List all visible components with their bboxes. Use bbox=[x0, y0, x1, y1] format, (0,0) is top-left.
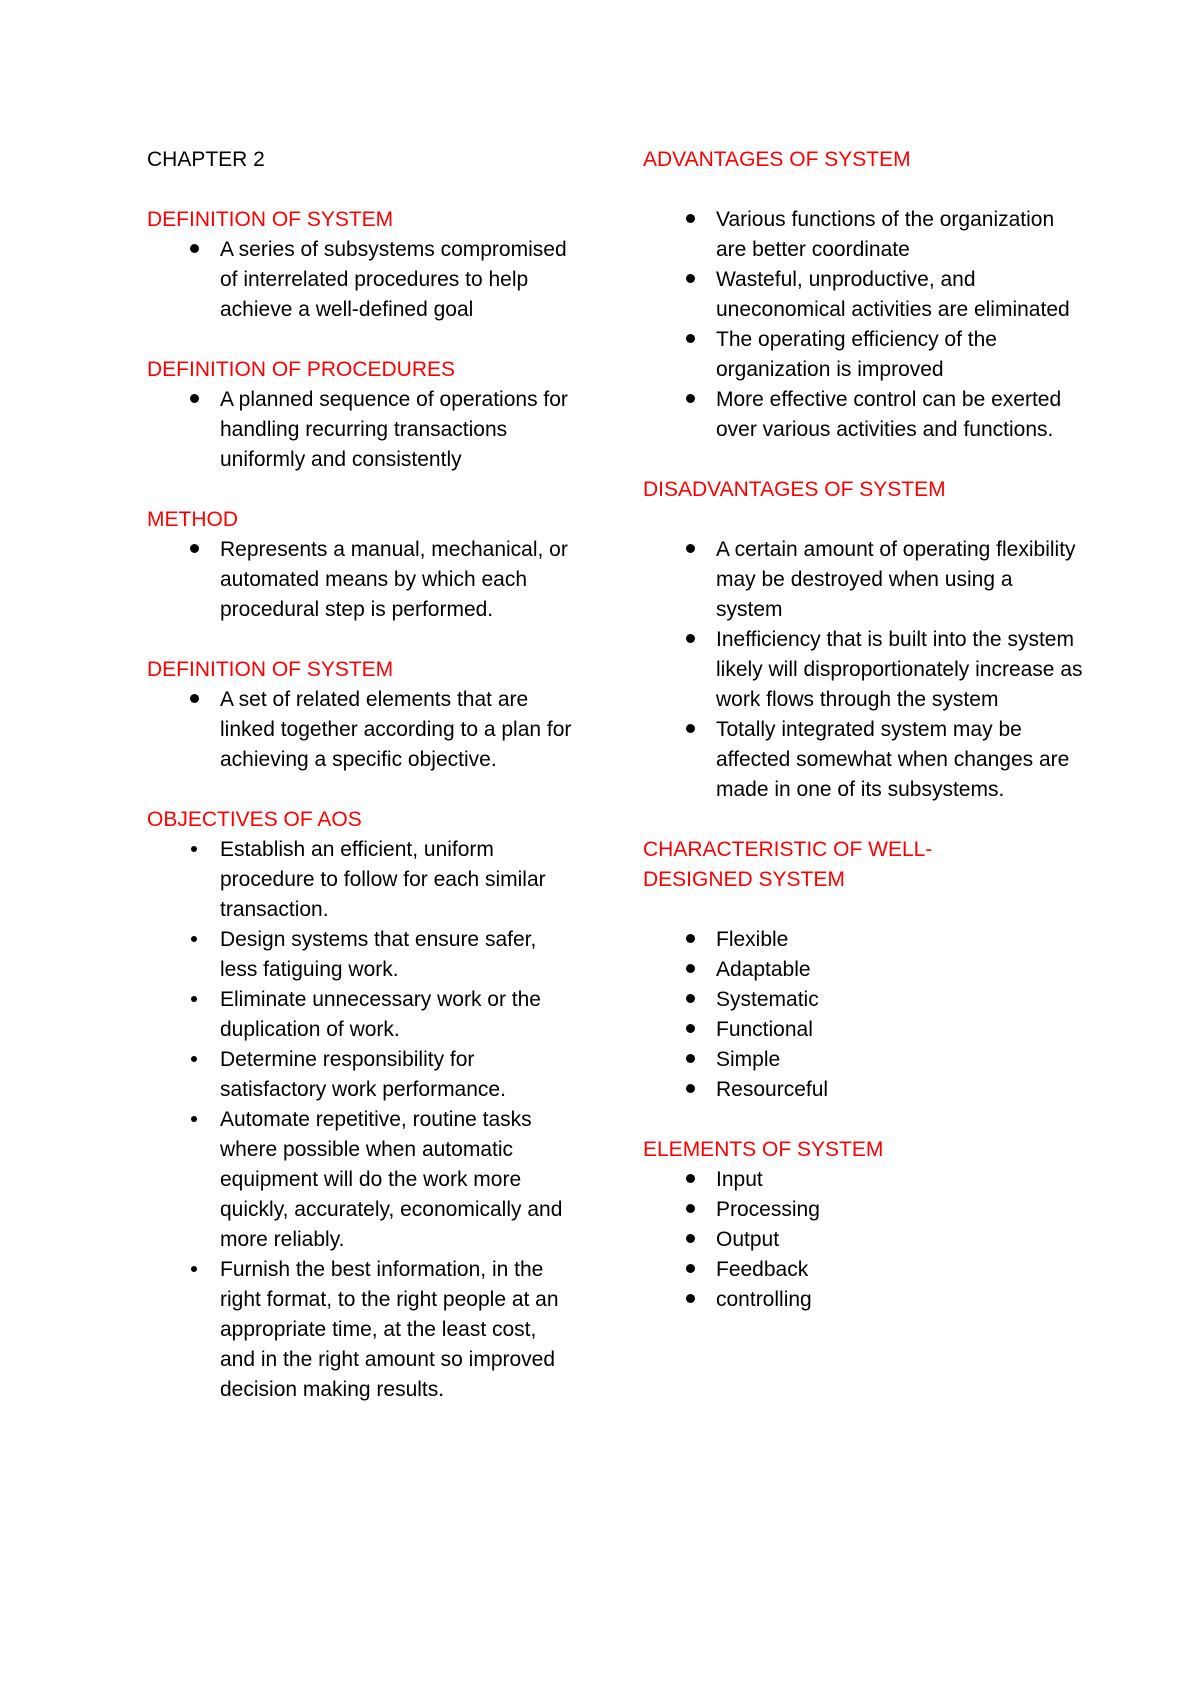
list-item-text: Totally integrated system may be affected somewhat when changes are made in one of its subsystems. bbox=[716, 718, 1070, 801]
bullet-icon bbox=[184, 685, 204, 715]
bullet-icon bbox=[680, 1075, 700, 1105]
section-heading: CHARACTERISTIC OF WELL-DESIGNED SYSTEM bbox=[643, 838, 933, 891]
list-item bbox=[147, 685, 577, 775]
bullet-icon bbox=[680, 1255, 700, 1285]
list-item-text: Inefficiency that is built into the system likely will disproportionately increase as work flows through the system bbox=[716, 628, 1083, 711]
bullet-icon bbox=[680, 985, 700, 1015]
list-item bbox=[643, 205, 1083, 265]
list-item-text: More effective control can be exerted over various activities and functions. bbox=[716, 388, 1062, 441]
list-item bbox=[643, 625, 1083, 715]
list-item bbox=[643, 955, 1083, 985]
list-item-text: Input bbox=[716, 1168, 763, 1191]
bullet-icon bbox=[680, 955, 700, 985]
bullet-icon bbox=[680, 205, 700, 235]
list-item-text: Output bbox=[716, 1228, 780, 1251]
section-heading: METHOD bbox=[147, 508, 238, 531]
list-item bbox=[643, 1165, 1083, 1195]
list-item-text: Processing bbox=[716, 1198, 820, 1221]
bullet-list bbox=[147, 385, 577, 475]
list-item bbox=[147, 985, 577, 1045]
list-item bbox=[643, 1015, 1083, 1045]
list-item-text: A series of subsystems compromised of interrelated procedures to help achieve a well-defined goal bbox=[220, 238, 567, 321]
bullet-icon bbox=[680, 1285, 700, 1315]
bullet-icon bbox=[680, 1165, 700, 1195]
list-item bbox=[147, 235, 577, 325]
list-item-text: Feedback bbox=[716, 1258, 809, 1281]
list-item-text: A set of related elements that are linked together according to a plan for achieving a specific objective. bbox=[220, 688, 572, 771]
bullet-list bbox=[643, 205, 1083, 445]
list-item-text: Furnish the best information, in the right format, to the right people at an appropriate time, at the least cost, and in the right amount so improved decision making results. bbox=[220, 1258, 559, 1401]
list-item-text: Flexible bbox=[716, 928, 789, 951]
left-column bbox=[147, 145, 577, 1435]
bullet-icon bbox=[184, 835, 204, 865]
bullet-icon bbox=[184, 1255, 204, 1285]
section-heading: OBJECTIVES OF AOS bbox=[147, 808, 362, 831]
section-heading: ELEMENTS OF SYSTEM bbox=[643, 1138, 884, 1161]
list-item bbox=[147, 925, 577, 985]
list-item bbox=[643, 325, 1083, 385]
bullet-list bbox=[147, 685, 577, 775]
list-item-text: controlling bbox=[716, 1288, 812, 1311]
list-item bbox=[147, 1105, 577, 1255]
bullet-icon bbox=[680, 1045, 700, 1075]
list-item-text: Eliminate unnecessary work or the duplication of work. bbox=[220, 988, 541, 1041]
list-item bbox=[147, 1045, 577, 1105]
list-item bbox=[643, 385, 1083, 445]
list-item-text: Various functions of the organization are better coordinate bbox=[716, 208, 1055, 261]
section-heading: DEFINITION OF SYSTEM bbox=[147, 208, 394, 231]
list-item bbox=[643, 1285, 1083, 1315]
list-item bbox=[643, 715, 1083, 805]
list-item bbox=[147, 1255, 577, 1405]
bullet-list bbox=[643, 1165, 1083, 1315]
list-item bbox=[643, 265, 1083, 325]
list-item bbox=[643, 1045, 1083, 1075]
bullet-icon bbox=[680, 1225, 700, 1255]
section-objectives-of-aos bbox=[147, 805, 577, 1405]
list-item-text: Functional bbox=[716, 1018, 813, 1041]
bullet-icon bbox=[680, 625, 700, 655]
bullet-icon bbox=[680, 385, 700, 415]
list-item-text: A certain amount of operating flexibility may be destroyed when using a system bbox=[716, 538, 1076, 621]
list-item bbox=[643, 925, 1083, 955]
section-heading: DISADVANTAGES OF SYSTEM bbox=[643, 478, 946, 501]
bullet-icon bbox=[184, 385, 204, 415]
list-item bbox=[147, 535, 577, 625]
section-definition-of-system-2 bbox=[147, 655, 577, 775]
bullet-icon bbox=[184, 1045, 204, 1075]
list-item-text: Determine responsibility for satisfactory work performance. bbox=[220, 1048, 506, 1101]
bullet-icon bbox=[184, 925, 204, 955]
bullet-icon bbox=[680, 1015, 700, 1045]
section-definition-of-system bbox=[147, 205, 577, 325]
list-item bbox=[643, 1195, 1083, 1225]
list-item-text: Wasteful, unproductive, and uneconomical activities are eliminated bbox=[716, 268, 1070, 321]
bullet-icon bbox=[680, 265, 700, 295]
list-item-text: Establish an efficient, uniform procedure to follow for each similar transaction. bbox=[220, 838, 546, 921]
section-method bbox=[147, 505, 577, 625]
bullet-icon bbox=[680, 925, 700, 955]
right-column bbox=[643, 145, 1083, 1345]
bullet-icon bbox=[184, 985, 204, 1015]
list-item-text: Simple bbox=[716, 1048, 781, 1071]
bullet-icon bbox=[184, 535, 204, 565]
section-disadvantages-of-system bbox=[643, 475, 1083, 805]
list-item-text: Resourceful bbox=[716, 1078, 829, 1101]
section-definition-of-procedures bbox=[147, 355, 577, 475]
section-characteristic-of-well-designed-system bbox=[643, 835, 1083, 1105]
bullet-icon bbox=[184, 1105, 204, 1135]
list-item bbox=[643, 985, 1083, 1015]
section-elements-of-system bbox=[643, 1135, 1083, 1315]
section-advantages-of-system bbox=[643, 145, 1083, 445]
bullet-icon bbox=[680, 1195, 700, 1225]
list-item-text: Systematic bbox=[716, 988, 819, 1011]
list-item-text: Represents a manual, mechanical, or automated means by which each procedural step is performed. bbox=[220, 538, 568, 621]
bullet-icon bbox=[680, 535, 700, 565]
list-item bbox=[643, 535, 1083, 625]
bullet-list bbox=[643, 925, 1083, 1105]
list-item-text: Adaptable bbox=[716, 958, 811, 981]
bullet-list bbox=[147, 235, 577, 325]
section-heading: ADVANTAGES OF SYSTEM bbox=[643, 148, 911, 171]
list-item bbox=[643, 1075, 1083, 1105]
bullet-list bbox=[643, 535, 1083, 805]
section-heading: DEFINITION OF PROCEDURES bbox=[147, 358, 456, 381]
bullet-list bbox=[147, 535, 577, 625]
bullet-icon bbox=[680, 715, 700, 745]
list-item bbox=[147, 385, 577, 475]
section-heading: DEFINITION OF SYSTEM bbox=[147, 658, 394, 681]
list-item-text: Automate repetitive, routine tasks where possible when automatic equipment will do the work more quickly, accurately, economically and more reliably. bbox=[220, 1108, 563, 1251]
list-item bbox=[643, 1255, 1083, 1285]
chapter-title: CHAPTER 2 bbox=[147, 148, 265, 171]
list-item bbox=[643, 1225, 1083, 1255]
list-item-text: A planned sequence of operations for handling recurring transactions uniformly and consistently bbox=[220, 388, 568, 471]
list-item bbox=[147, 835, 577, 925]
bullet-icon bbox=[184, 235, 204, 265]
list-item-text: Design systems that ensure safer, less fatiguing work. bbox=[220, 928, 537, 981]
bullet-icon bbox=[680, 325, 700, 355]
bullet-list bbox=[147, 835, 577, 1405]
list-item-text: The operating efficiency of the organization is improved bbox=[716, 328, 997, 381]
